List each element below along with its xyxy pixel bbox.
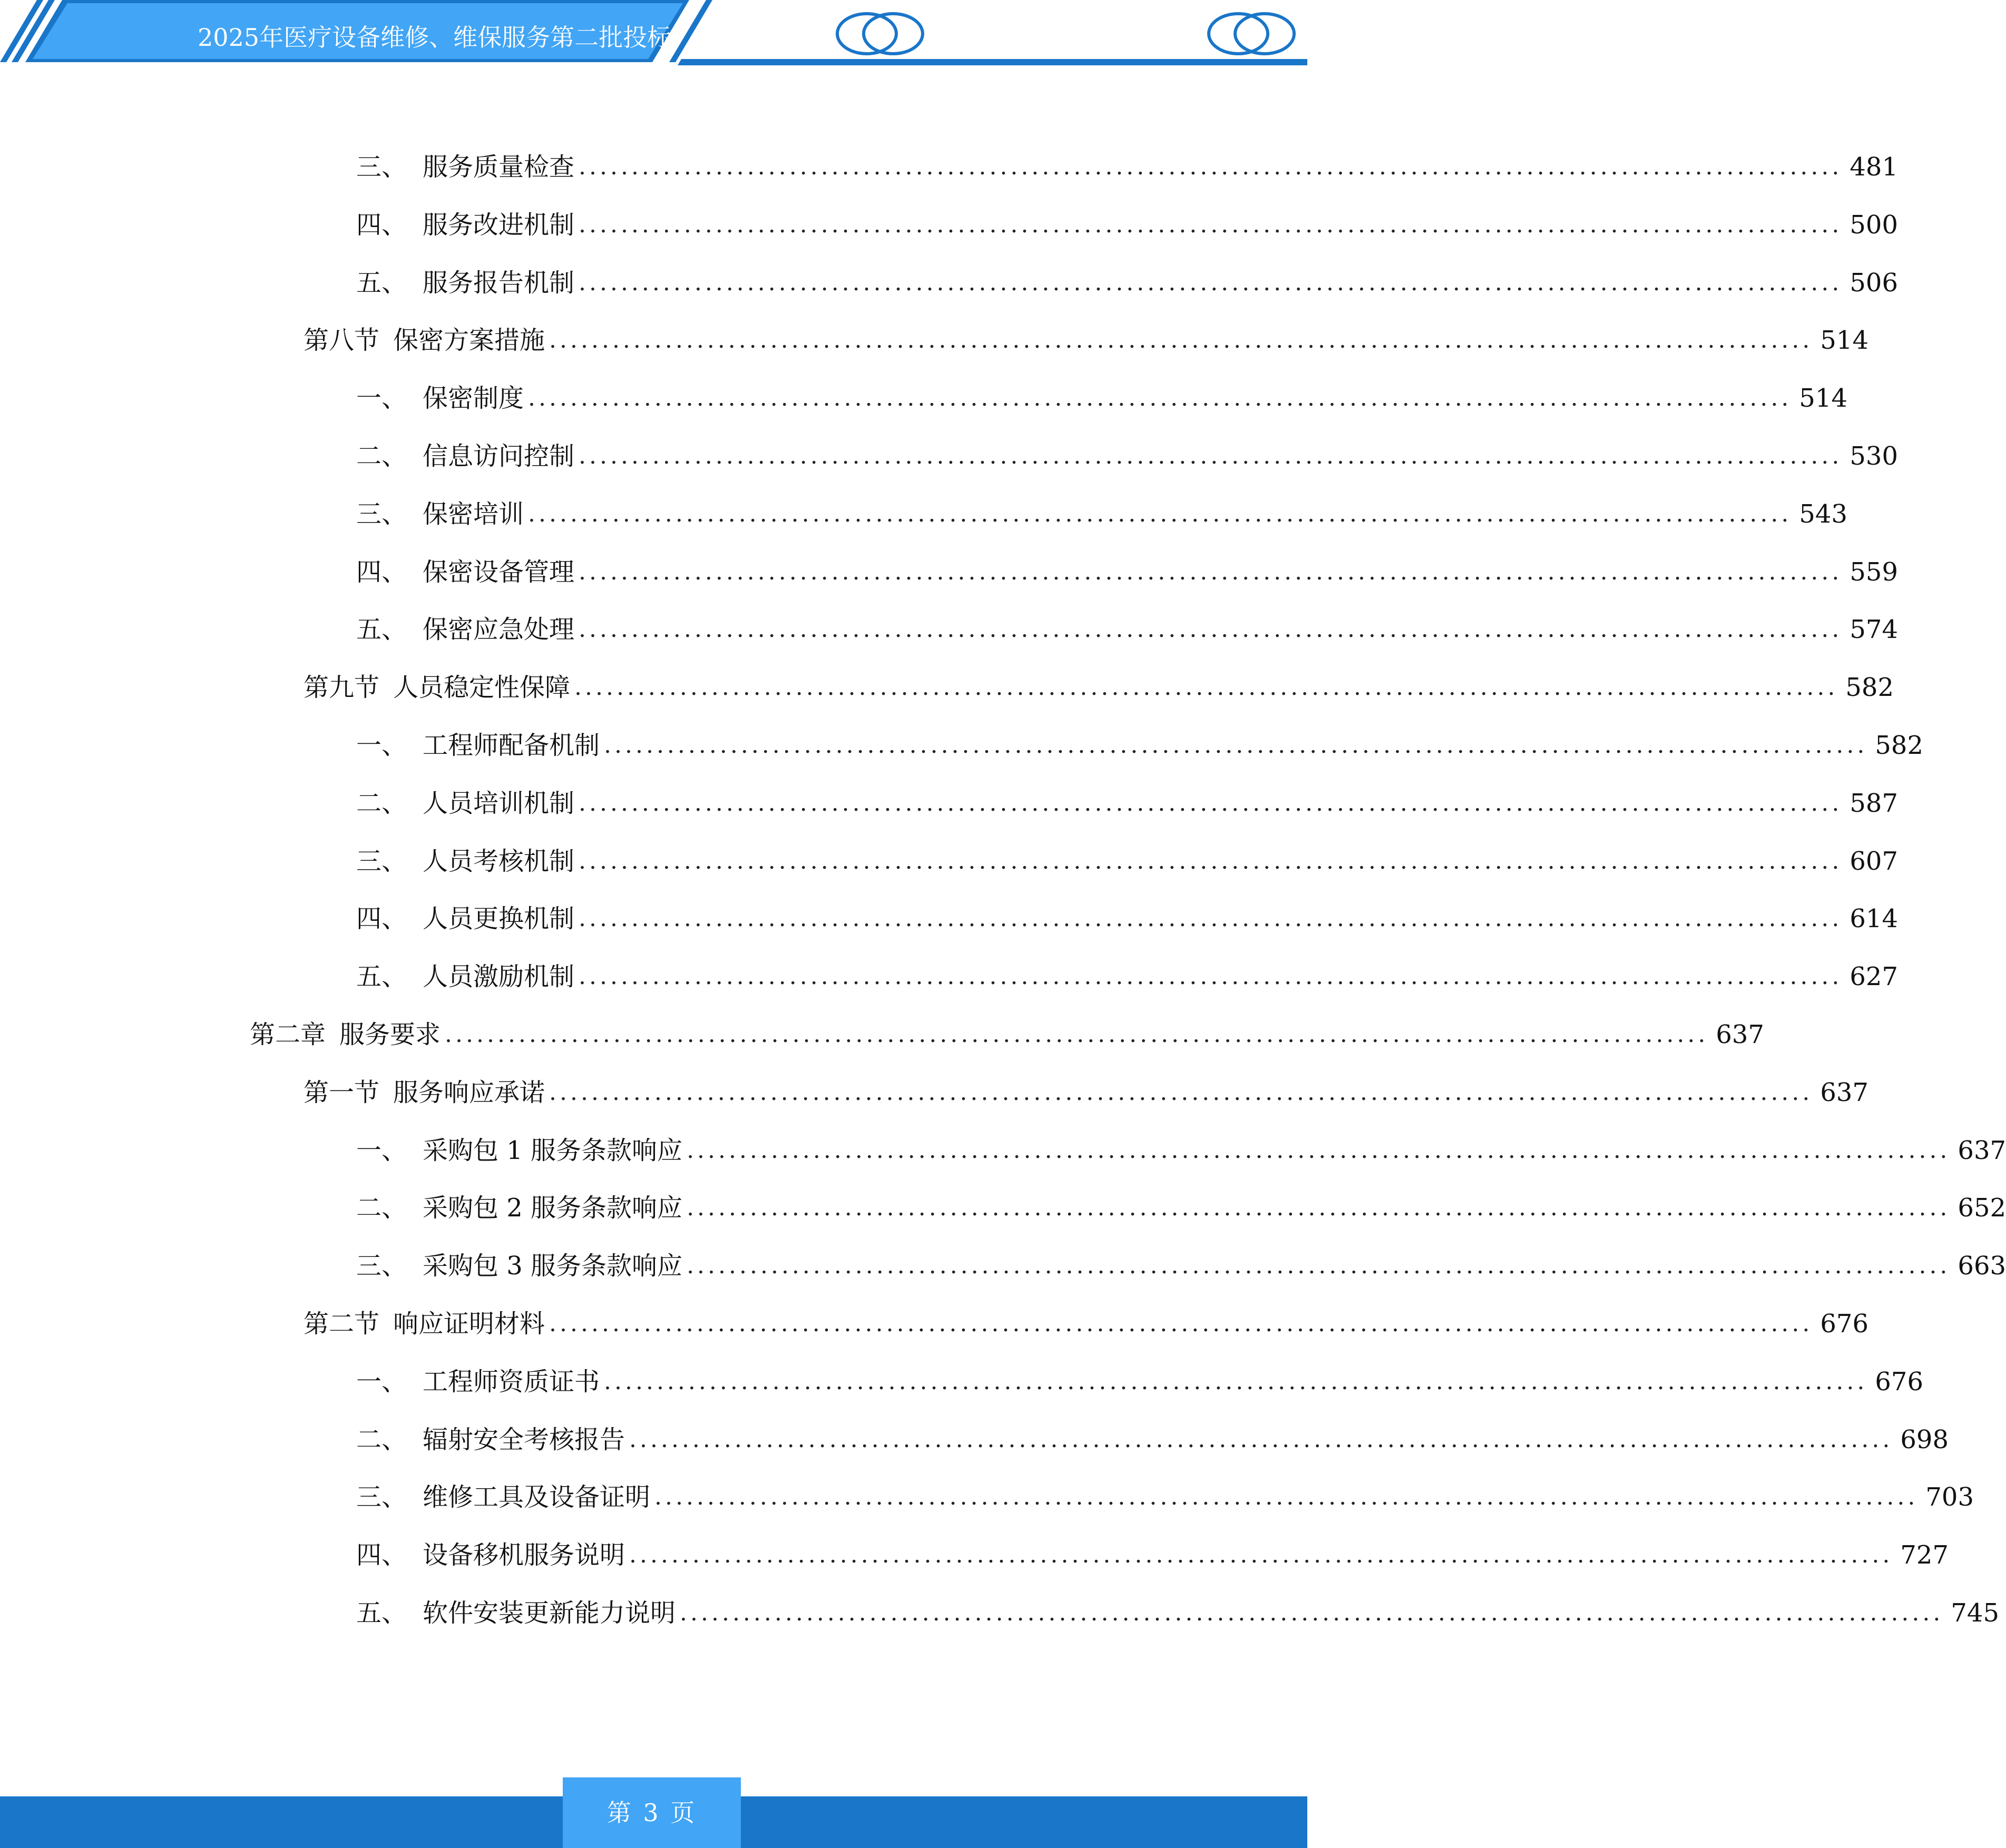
toc-entry[interactable]: [304, 322, 1869, 359]
toc-entry-label: 采购包 3 服务条款响应: [423, 1251, 683, 1281]
toc-entry-number: 四、: [356, 1540, 407, 1570]
toc-dot-leader: ........................................................................................................................: [579, 443, 1843, 469]
toc-entry-page: 514: [1799, 384, 1847, 413]
toc-dot-leader: ........................................................................................................................: [604, 1368, 1868, 1395]
toc-entry[interactable]: [356, 1132, 2006, 1169]
toc-entry[interactable]: [304, 1305, 1869, 1342]
toc-entry-number: 第一节: [304, 1078, 380, 1107]
toc-dot-leader: ........................................................................................................................: [579, 616, 1843, 643]
toc-dot-leader: ........................................................................................................................: [549, 1310, 1813, 1337]
toc-entry-label: 保密制度: [423, 384, 524, 413]
toc-entry-number: 五、: [356, 962, 407, 991]
toc-entry-label: 服务质量检查: [423, 152, 575, 182]
page-number: 第 3 页: [563, 1777, 741, 1848]
toc-entry[interactable]: [356, 380, 1847, 417]
toc-entry[interactable]: [356, 611, 1898, 648]
toc-entry-label: 服务报告机制: [423, 268, 575, 298]
toc-entry-number: 二、: [356, 441, 407, 471]
toc-entry[interactable]: [356, 1247, 2006, 1284]
toc-entry[interactable]: [356, 1421, 1949, 1458]
toc-entry[interactable]: [356, 1190, 2006, 1226]
toc-dot-leader: ........................................................................................................................: [528, 385, 1792, 411]
toc-entry-page: 652: [1958, 1193, 2006, 1223]
toc-dot-leader: ........................................................................................................................: [574, 674, 1838, 701]
toc-entry-label: 保密方案措施: [393, 326, 545, 355]
toc-entry-page: 514: [1820, 326, 1869, 355]
toc-entry-page: 663: [1958, 1251, 2006, 1281]
toc-entry-label: 服务改进机制: [423, 210, 575, 240]
toc-entry[interactable]: [356, 207, 1898, 243]
toc-entry[interactable]: [356, 1595, 1999, 1631]
toc-entry-page: 582: [1845, 673, 1894, 702]
toc-entry-number: 二、: [356, 789, 407, 818]
toc-dot-leader: ........................................................................................................................: [445, 1021, 1709, 1048]
toc-dot-leader: ........................................................................................................................: [579, 963, 1843, 990]
toc-entry-page: 506: [1850, 268, 1898, 298]
toc-entry-page: 543: [1799, 499, 1847, 529]
toc-entry[interactable]: [356, 149, 1898, 185]
page-header: [0, 0, 1307, 68]
toc-entry-number: 第二章: [250, 1020, 326, 1049]
document-title: 2025年医疗设备维修、维保服务第二批投标: [198, 23, 672, 52]
toc-entry[interactable]: [356, 496, 1847, 533]
toc-entry-number: 三、: [356, 499, 407, 529]
toc-entry-number: 第八节: [304, 326, 380, 355]
toc-entry[interactable]: [250, 1016, 1765, 1053]
toc-entry-label: 人员更换机制: [423, 904, 575, 933]
toc-entry-page: 676: [1820, 1309, 1869, 1339]
toc-entry[interactable]: [356, 843, 1898, 880]
toc-entry-label: 人员稳定性保障: [393, 673, 571, 702]
toc-entry-label: 服务要求: [339, 1020, 441, 1049]
toc-entry-page: 481: [1850, 152, 1898, 182]
toc-entry-number: 第九节: [304, 673, 380, 702]
toc-dot-leader: ........................................................................................................................: [579, 790, 1843, 817]
toc-entry-number: 三、: [356, 152, 407, 182]
toc-entry-page: 582: [1875, 731, 1923, 760]
rings-logo-right: [1201, 7, 1302, 60]
toc-dot-leader: ........................................................................................................................: [629, 1541, 1893, 1568]
toc-entry-page: 627: [1850, 962, 1898, 991]
toc-dot-leader: ........................................................................................................................: [579, 848, 1843, 874]
toc-entry-label: 工程师配备机制: [423, 731, 600, 760]
toc-entry[interactable]: [304, 669, 1894, 706]
toc-entry-page: 727: [1900, 1540, 1949, 1570]
toc-entry-page: 607: [1850, 847, 1898, 876]
toc-entry[interactable]: [356, 727, 1923, 764]
toc-entry-label: 采购包 2 服务条款响应: [423, 1193, 683, 1223]
toc-entry[interactable]: [356, 554, 1898, 591]
toc-dot-leader: ........................................................................................................................: [687, 1194, 1951, 1221]
toc-entry-number: 一、: [356, 384, 407, 413]
toc-entry-number: 五、: [356, 615, 407, 644]
toc-entry-label: 采购包 1 服务条款响应: [423, 1136, 683, 1165]
toc-entry-page: 574: [1850, 615, 1898, 644]
toc-dot-leader: ........................................................................................................................: [549, 327, 1813, 353]
toc-dot-leader: ........................................................................................................................: [687, 1252, 1951, 1279]
toc-entry-label: 信息访问控制: [423, 441, 575, 471]
toc-entry[interactable]: [356, 785, 1898, 822]
toc-entry[interactable]: [304, 1074, 1869, 1111]
toc-entry-label: 人员激励机制: [423, 962, 575, 991]
toc-entry-page: 614: [1850, 904, 1898, 933]
toc-entry-number: 三、: [356, 1482, 407, 1512]
toc-entry-page: 637: [1820, 1078, 1869, 1107]
toc-entry-label: 辐射安全考核报告: [423, 1425, 625, 1454]
toc-dot-leader: ........................................................................................................................: [687, 1137, 1951, 1164]
toc-entry-page: 637: [1958, 1136, 2006, 1165]
toc-entry-number: 一、: [356, 731, 407, 760]
toc-entry[interactable]: [356, 958, 1898, 995]
toc-entry-label: 服务响应承诺: [393, 1078, 545, 1107]
toc-entry-label: 保密应急处理: [423, 615, 575, 644]
toc-entry[interactable]: [356, 1537, 1949, 1574]
toc-entry[interactable]: [356, 1363, 1923, 1400]
toc-entry-number: 四、: [356, 557, 407, 587]
toc-dot-leader: ........................................................................................................................: [579, 269, 1843, 296]
toc-dot-leader: ........................................................................................................................: [579, 558, 1843, 585]
toc-entry-label: 保密培训: [423, 499, 524, 529]
toc-entry-number: 四、: [356, 210, 407, 240]
toc-dot-leader: ........................................................................................................................: [629, 1426, 1893, 1453]
toc-dot-leader: ........................................................................................................................: [528, 500, 1792, 527]
toc-entry[interactable]: [356, 264, 1898, 301]
toc-entry-page: 703: [1925, 1482, 1974, 1512]
toc-entry-number: 二、: [356, 1425, 407, 1454]
toc-entry-page: 587: [1850, 789, 1898, 818]
toc-dot-leader: ........................................................................................................................: [579, 211, 1843, 238]
toc-entry-page: 530: [1850, 441, 1898, 471]
toc-entry-page: 676: [1875, 1367, 1923, 1397]
toc-entry-page: 637: [1716, 1020, 1765, 1049]
toc-entry[interactable]: [356, 1479, 1974, 1516]
toc-entry-number: 三、: [356, 1251, 407, 1281]
toc-entry-number: 五、: [356, 268, 407, 298]
toc-entry[interactable]: [356, 438, 1898, 475]
toc-entry-label: 保密设备管理: [423, 557, 575, 587]
rings-logo-left: [830, 7, 930, 60]
toc-entry-label: 设备移机服务说明: [423, 1540, 625, 1570]
toc-dot-leader: ........................................................................................................................: [654, 1483, 1919, 1510]
toc-entry[interactable]: [356, 900, 1898, 937]
toc-entry-page: 698: [1900, 1425, 1949, 1454]
toc-dot-leader: ........................................................................................................................: [680, 1599, 1944, 1626]
toc-entry-page: 500: [1850, 210, 1898, 240]
toc-entry-label: 响应证明材料: [393, 1309, 545, 1339]
toc-entry-number: 二、: [356, 1193, 407, 1223]
toc-entry-number: 一、: [356, 1136, 407, 1165]
toc-dot-leader: ........................................................................................................................: [579, 153, 1843, 180]
toc-entry-number: 四、: [356, 904, 407, 933]
toc-dot-leader: ........................................................................................................................: [549, 1079, 1813, 1106]
toc-entry-number: 一、: [356, 1367, 407, 1397]
toc-dot-leader: ........................................................................................................................: [579, 905, 1843, 932]
toc-entry-label: 人员培训机制: [423, 789, 575, 818]
toc-entry-label: 人员考核机制: [423, 847, 575, 876]
toc-entry-page: 745: [1951, 1598, 1999, 1628]
toc-entry-number: 五、: [356, 1598, 407, 1628]
toc-entry-number: 第二节: [304, 1309, 380, 1339]
toc-dot-leader: ........................................................................................................................: [604, 732, 1868, 759]
toc-entry-label: 软件安装更新能力说明: [423, 1598, 676, 1628]
toc-entry-label: 维修工具及设备证明: [423, 1482, 651, 1512]
toc-entry-page: 559: [1850, 557, 1898, 587]
toc-entry-label: 工程师资质证书: [423, 1367, 600, 1397]
toc-entry-number: 三、: [356, 847, 407, 876]
